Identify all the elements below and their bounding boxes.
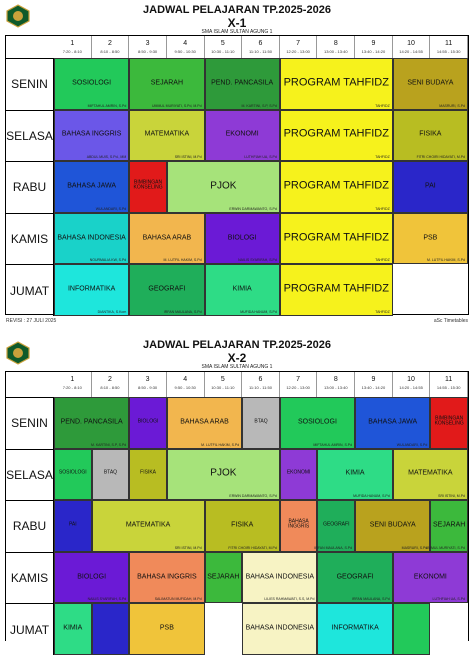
subject-name: BIMBINGAN KONSELING <box>434 415 464 427</box>
subject-name: PROGRAM TAHFIDZ <box>283 76 389 89</box>
lesson-cell[interactable] <box>129 603 204 655</box>
period-number: 1 <box>70 376 75 383</box>
subject-name: GEOGRAFI <box>148 285 186 293</box>
teacher-name: MUFIDA HANUM, S.Pd <box>240 309 277 314</box>
class-name: X-1 <box>227 16 247 30</box>
class-name: X-2 <box>227 351 247 365</box>
period-number: 6 <box>258 40 263 47</box>
period-time: 13:00 - 13:40 <box>323 49 348 54</box>
subject-name: SOSIOLOGI <box>72 79 112 87</box>
timetable-sheet-x2 <box>0 335 474 637</box>
lesson-cell[interactable] <box>205 500 280 552</box>
period-number: 5 <box>220 40 225 47</box>
subject-name: BIOLOGI <box>227 233 257 241</box>
subject-name: SEJARAH <box>433 521 466 529</box>
lesson-cell[interactable] <box>425 500 468 552</box>
teacher-name: WULANDARI, S.Pd <box>95 206 127 211</box>
teacher-name: M. LUTFIL HAKIM, S.Pd <box>163 258 202 263</box>
lesson-cell[interactable] <box>280 264 393 316</box>
period-time: 13:40 - 14:20 <box>361 49 386 54</box>
period-number: 5 <box>220 376 225 383</box>
period-header <box>242 36 280 58</box>
period-time: 8:10 - 8:50 <box>100 49 120 54</box>
period-time: 14:55 - 15:30 <box>436 385 461 390</box>
lesson-cell[interactable] <box>205 213 280 265</box>
period-time: 10:30 - 11:10 <box>211 49 235 54</box>
teacher-name: SRI ISTINI, M.Pd <box>174 545 202 550</box>
subject-name: MATEMATIKA <box>125 521 171 529</box>
teacher-name: M. KARTINI, S.P, S.Pd <box>90 442 127 447</box>
lesson-cell[interactable] <box>54 110 129 162</box>
subject-name: BAHASA ARAB <box>180 418 229 426</box>
period-time: 9:50 - 10:30 <box>174 385 196 390</box>
day-label: RABU <box>6 500 54 552</box>
period-number: 7 <box>296 40 301 47</box>
timetable-grid <box>5 371 469 641</box>
lesson-cell[interactable] <box>280 449 318 501</box>
page-title: JADWAL PELAJARAN TP.2025-2026 <box>143 4 331 16</box>
teacher-name: NAILIS SYARIFAH, S.Pd <box>87 597 127 602</box>
day-label: RABU <box>6 161 54 213</box>
period-time: 11:10 - 11:50 <box>248 49 272 54</box>
subject-name: BAHASA INDONESIA <box>245 624 315 632</box>
period-time: 8:10 - 8:50 <box>100 385 120 390</box>
subject-name: BAHASA INGGRIS <box>61 130 122 138</box>
period-header <box>205 372 243 397</box>
lesson-cell[interactable] <box>129 110 204 162</box>
teacher-name: ABDUL MUIS, S.Pd., MM <box>86 155 127 160</box>
period-header <box>355 36 393 58</box>
subject-name: BIOLOGI <box>77 572 107 580</box>
period-header <box>129 372 167 397</box>
period-number: 11 <box>445 40 453 47</box>
lesson-cell[interactable] <box>280 397 355 449</box>
teacher-name: IRFAN MAULANA, S.Pd <box>163 309 202 314</box>
day-label: KAMIS <box>6 552 54 604</box>
period-header <box>317 36 355 58</box>
period-header <box>280 36 318 58</box>
teacher-name: ERWIN DARMAWANTO, S.Pd <box>229 494 277 499</box>
lesson-cell[interactable] <box>393 213 468 265</box>
period-number: 3 <box>145 40 150 47</box>
lesson-cell[interactable] <box>314 500 355 552</box>
period-header <box>355 372 393 397</box>
period-time: 8:50 - 9:30 <box>138 49 158 54</box>
subject-name: INFORMATIKA <box>67 285 116 293</box>
subject-name: KIMIA <box>232 285 252 293</box>
lesson-cell[interactable] <box>54 500 92 552</box>
subject-name: PROGRAM TAHFIDZ <box>283 282 389 295</box>
period-header <box>205 36 243 58</box>
lesson-cell[interactable] <box>167 397 242 449</box>
lesson-cell[interactable] <box>129 397 167 449</box>
teacher-name: MASRURI, S.Pd <box>439 103 465 108</box>
subject-name: BIOLOGI <box>137 418 159 425</box>
teacher-name: MUFIDA HANUM, S.Pd <box>353 494 390 499</box>
lesson-cell[interactable] <box>129 552 204 604</box>
subject-name: PSB <box>159 624 174 632</box>
subject-name: INFORMATIKA <box>331 624 379 632</box>
subject-name: MATEMATIKA <box>144 130 190 138</box>
period-header <box>129 36 167 58</box>
period-header <box>242 372 280 397</box>
timetable-software-credit: aSc Timetables <box>433 318 468 324</box>
period-time: 12:20 - 13:00 <box>286 385 310 390</box>
period-number: 4 <box>183 40 188 47</box>
period-number: 11 <box>445 376 453 383</box>
period-number: 7 <box>296 376 301 383</box>
subject-name: FISIKA <box>419 130 442 138</box>
subject-name: BAHASA INDONESIA <box>57 233 126 241</box>
teacher-name: SRI ISTINI, M.Pd <box>174 155 202 160</box>
period-header <box>92 372 130 397</box>
subject-name: GEOGRAFI <box>336 572 374 580</box>
revision-note: REVISI : 27 JULI 2025 <box>6 318 57 324</box>
lesson-cell[interactable] <box>167 161 280 213</box>
lesson-cell[interactable] <box>393 449 468 501</box>
lesson-cell[interactable] <box>355 397 430 449</box>
subject-name: PEND. PANCASILA <box>60 418 123 426</box>
subject-name: PJOK <box>210 467 237 479</box>
teacher-name: TAHFIDZ <box>375 258 390 263</box>
period-number: 10 <box>407 40 415 47</box>
lesson-cell[interactable] <box>355 500 430 552</box>
lesson-cell[interactable] <box>54 264 129 316</box>
period-number: 8 <box>333 40 338 47</box>
subject-name: SEJARAH <box>150 79 184 87</box>
teacher-name: FITRI CHOIRI HIDAYATI, M.Pd <box>228 545 277 550</box>
period-time: 14:20 - 14:55 <box>399 385 423 390</box>
period-number: 2 <box>107 376 112 383</box>
lesson-cell[interactable] <box>393 552 468 604</box>
lesson-cell[interactable] <box>129 449 167 501</box>
lesson-cell[interactable] <box>129 213 204 265</box>
period-time: 9:50 - 10:30 <box>174 49 196 54</box>
lesson-cell[interactable] <box>317 449 392 501</box>
teacher-name: SALIMATUN MUFIDAH, M.Pd <box>154 597 202 602</box>
period-number: 8 <box>333 376 338 383</box>
lesson-cell[interactable] <box>54 603 92 655</box>
subject-name: SOSIOLOGI <box>297 418 337 426</box>
subject-name: EKONOMI <box>225 130 259 138</box>
period-header <box>167 36 205 58</box>
teacher-name: UMMUL MURIYATI, S.Pd, M.Pd <box>152 103 202 108</box>
period-number: 3 <box>145 376 150 383</box>
teacher-name: LUTHFIAH UA, S.Pd <box>432 597 465 602</box>
lesson-cell[interactable] <box>129 264 204 316</box>
period-number: 6 <box>258 376 263 383</box>
lesson-cell[interactable] <box>242 552 317 604</box>
period-header <box>393 36 431 58</box>
subject-name: PROGRAM TAHFIDZ <box>283 128 389 141</box>
lesson-cell[interactable] <box>317 552 392 604</box>
teacher-name: M. LUTFIL HAKIM, S.Pd <box>201 442 240 447</box>
subject-name: BAHASA ARAB <box>142 233 192 241</box>
subject-name: GEOGRAFI <box>323 521 350 528</box>
teacher-name: ERWIN DARMAWANTO, S.Pd <box>229 206 277 211</box>
period-time: 11:10 - 11:50 <box>248 385 272 390</box>
day-label: SELASA <box>6 449 54 501</box>
teacher-name: LILIES RAHMAWATI, S.S, M.Pd <box>264 597 315 602</box>
lesson-cell[interactable] <box>242 603 317 655</box>
lesson-cell[interactable] <box>393 110 468 162</box>
subject-name: SENI BUDAYA <box>407 79 454 87</box>
lesson-cell[interactable] <box>54 552 129 604</box>
subject-name: FISIKA <box>231 521 254 529</box>
lesson-cell[interactable] <box>54 397 129 449</box>
subject-name: BAHASA INDONESIA <box>245 572 315 580</box>
lesson-cell[interactable] <box>205 264 280 316</box>
period-header <box>430 372 468 397</box>
school-name: SMA ISLAM SULTAN AGUNG 1 <box>201 364 273 370</box>
period-number: 1 <box>70 40 75 47</box>
teacher-name: LUTHFIAH UA, S.Pd <box>244 155 277 160</box>
subject-name: BAHASA JAWA <box>368 418 418 426</box>
teacher-name: TAHFIDZ <box>375 155 390 160</box>
day-label: SENIN <box>6 58 54 110</box>
teacher-name: MIFTAHUL AMRIN, S.Pd <box>313 442 353 447</box>
day-label: JUMAT <box>6 603 54 655</box>
teacher-name: M. KARTINI, S.P, S.Pd <box>241 103 277 108</box>
lesson-cell[interactable] <box>54 161 129 213</box>
lesson-cell[interactable] <box>92 449 130 501</box>
period-time: 14:20 - 14:55 <box>399 49 423 54</box>
subject-name: PEND. PANCASILA <box>211 79 274 87</box>
subject-name: PAI <box>424 182 436 190</box>
day-label: SENIN <box>6 397 54 449</box>
subject-name: KIMIA <box>63 624 83 632</box>
subject-name: KIMIA <box>345 469 365 477</box>
subject-name: FISIKA <box>140 470 156 477</box>
teacher-name: WULANDARI, S.Pd <box>396 442 428 447</box>
lesson-cell[interactable] <box>129 58 204 110</box>
subject-name: EKONOMI <box>286 470 311 477</box>
teacher-name: M. LUTFIL HAKIM, S.Pd <box>426 258 465 263</box>
subject-name: MATEMATIKA <box>408 469 453 477</box>
teacher-name: TAHFIDZ <box>375 206 390 211</box>
period-number: 2 <box>107 40 112 47</box>
period-time: 7:20 - 8:10 <box>62 385 82 390</box>
lesson-cell[interactable] <box>280 58 393 110</box>
subject-name: SEJARAH <box>207 572 240 580</box>
day-label: KAMIS <box>6 213 54 265</box>
period-number: 10 <box>407 376 415 383</box>
teacher-name: DIANTIKA, S.Kom <box>97 309 127 314</box>
subject-name: SENI BUDAYA <box>369 521 416 529</box>
teacher-name: IRFAN MAULANA, S.Pd <box>351 597 390 602</box>
subject-name: PSB <box>423 233 438 241</box>
period-time: 12:20 - 13:00 <box>286 49 310 54</box>
lesson-cell[interactable] <box>430 397 468 449</box>
lesson-cell[interactable] <box>280 161 393 213</box>
lesson-cell[interactable] <box>205 110 280 162</box>
subject-name: PROGRAM TAHFIDZ <box>283 231 389 244</box>
lesson-cell[interactable] <box>54 213 129 265</box>
day-label: SELASA <box>6 110 54 162</box>
subject-name: BIMBINGAN KONSELING <box>133 179 163 191</box>
subject-name: EKONOMI <box>413 572 447 580</box>
period-header <box>393 372 431 397</box>
lesson-cell[interactable] <box>280 500 318 552</box>
lesson-cell[interactable] <box>280 110 393 162</box>
period-header <box>430 36 468 58</box>
lesson-cell[interactable] <box>317 603 392 655</box>
lesson-cell[interactable] <box>54 449 92 501</box>
lesson-cell[interactable] <box>205 552 243 604</box>
period-number: 9 <box>371 40 376 47</box>
lesson-cell[interactable] <box>54 58 129 110</box>
period-time: 8:50 - 9:30 <box>138 385 158 390</box>
subject-name: BAHASA INGGRIS <box>137 572 197 580</box>
teacher-name: TAHFIDZ <box>375 103 390 108</box>
lesson-cell[interactable] <box>129 161 167 213</box>
teacher-name: MASRURI, S.Pd <box>401 545 428 550</box>
lesson-cell[interactable] <box>393 58 468 110</box>
teacher-name: SRI ISTINI, M.Pd <box>438 494 465 499</box>
lesson-cell[interactable] <box>393 161 468 213</box>
period-header <box>280 372 318 397</box>
subject-name: BAHASA JAWA <box>67 182 117 190</box>
teacher-name: UMMUL MURIYATI, S.Pd <box>425 545 465 550</box>
teacher-name: NAILIS SYARIFAH, S.Pd <box>238 258 277 263</box>
subject-name: BTAQ <box>103 470 118 477</box>
lesson-cell[interactable] <box>92 500 205 552</box>
school-name: SMA ISLAM SULTAN AGUNG 1 <box>201 29 273 35</box>
subject-name: PJOK <box>210 180 237 192</box>
teacher-name: TAHFIDZ <box>375 309 390 314</box>
period-time: 13:40 - 14:20 <box>361 385 386 390</box>
period-header <box>92 36 130 58</box>
timetable-grid <box>5 35 469 315</box>
period-time: 13:00 - 13:40 <box>323 385 348 390</box>
lesson-cell[interactable] <box>393 603 431 655</box>
day-label: JUMAT <box>6 264 54 316</box>
period-time: 7:20 - 8:10 <box>62 49 82 54</box>
lesson-cell[interactable] <box>167 449 280 501</box>
period-time: 10:30 - 11:10 <box>211 385 235 390</box>
period-number: 9 <box>371 376 376 383</box>
period-number: 4 <box>183 376 188 383</box>
subject-name: PAI <box>68 521 77 528</box>
teacher-name: IRFAN MAULANA, S.Pd <box>314 545 353 550</box>
teacher-name: FITRI CHOIRI HIDAYATI, M.Pd <box>416 155 465 160</box>
page-title: JADWAL PELAJARAN TP.2025-2026 <box>143 339 331 351</box>
teacher-name: MIFTAHUL AMRIN, S.Pd <box>87 103 127 108</box>
lesson-cell[interactable] <box>205 58 280 110</box>
subject-name: PROGRAM TAHFIDZ <box>283 179 389 192</box>
period-header <box>167 372 205 397</box>
subject-name: BTAQ <box>254 418 268 425</box>
lesson-cell[interactable] <box>92 603 130 655</box>
period-header <box>54 372 92 397</box>
lesson-cell[interactable] <box>242 397 280 449</box>
teacher-name: NOURMALIA KW, S.Pd <box>89 258 127 263</box>
subject-name: BAHASA INGGRIS <box>288 518 310 530</box>
period-header <box>317 372 355 397</box>
subject-name: SOSIOLOGI <box>58 470 87 477</box>
lesson-cell[interactable] <box>280 213 393 265</box>
period-header <box>54 36 92 58</box>
period-time: 14:55 - 15:30 <box>436 49 461 54</box>
